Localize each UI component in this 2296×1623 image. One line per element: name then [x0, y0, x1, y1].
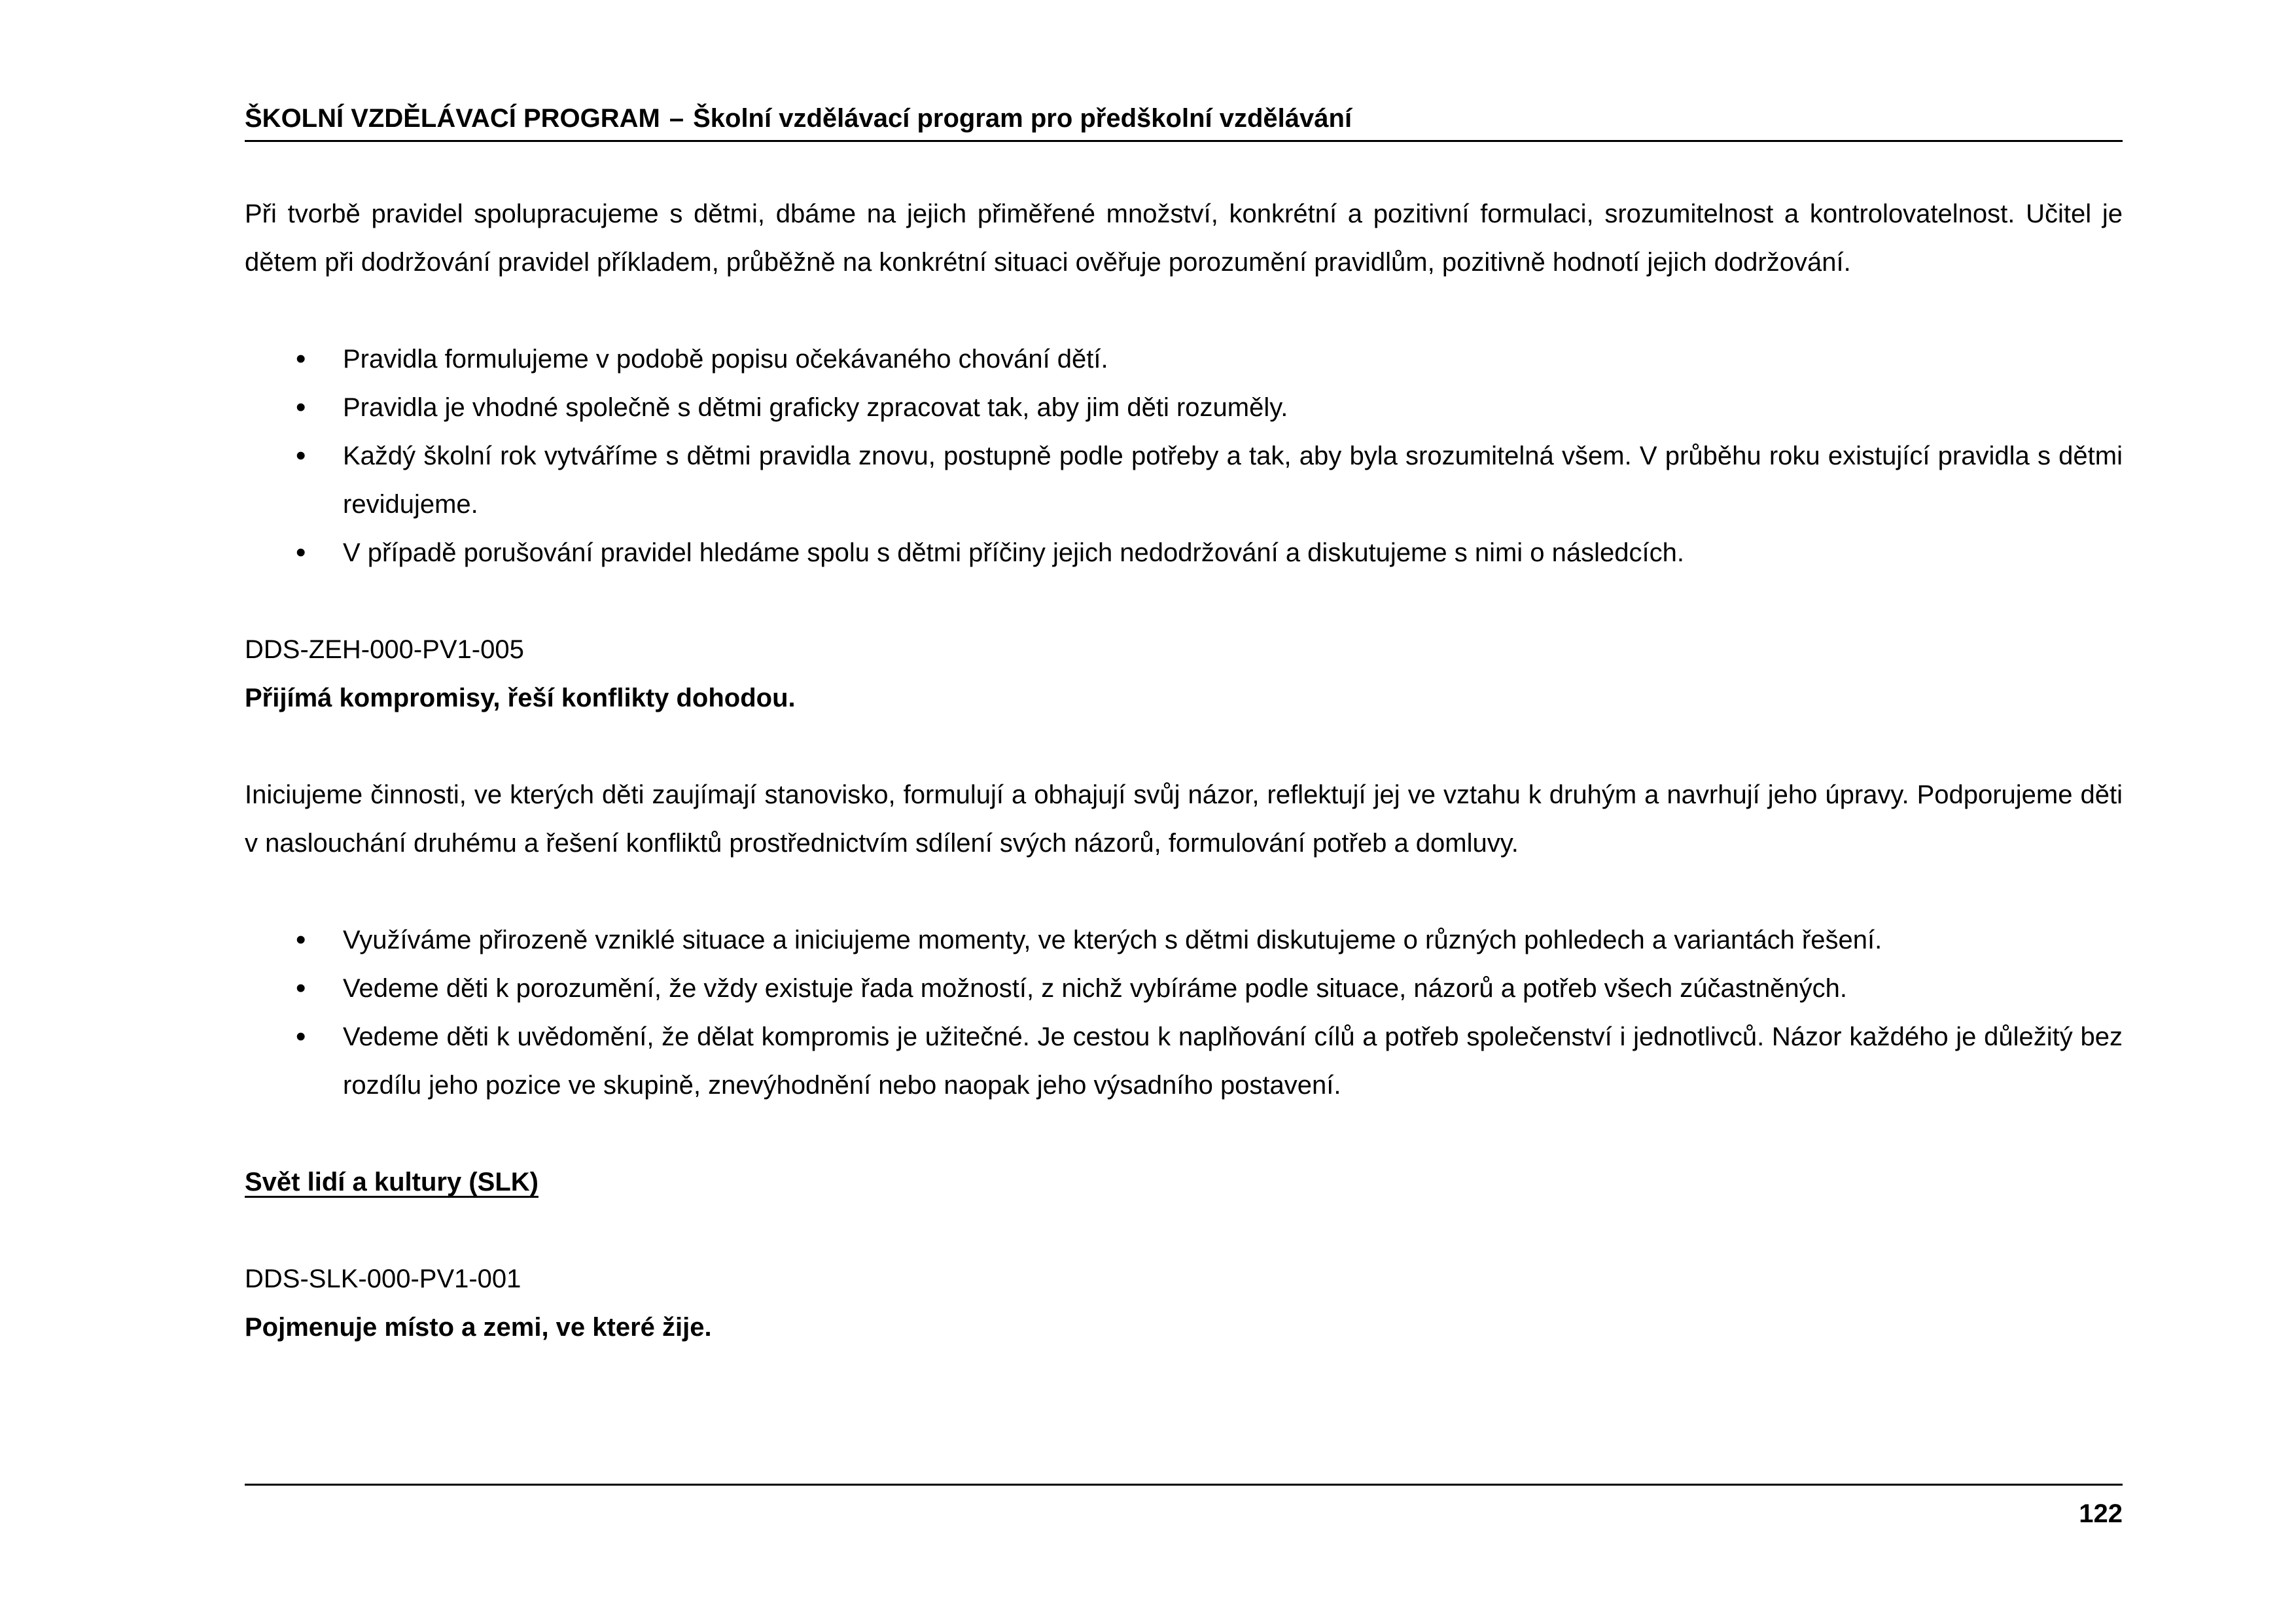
page-number: 122 — [2079, 1499, 2123, 1528]
list-item — [245, 964, 2123, 1013]
rules-bullet-list — [245, 335, 2123, 577]
spacer — [245, 867, 2123, 916]
list-item-text: Vedeme děti k porozumění, že vždy existuje řada možností, z nichž vybíráme podle situace, názorů a potřeb všech zúčastněných. — [343, 974, 1847, 1003]
section-heading: Svět lidí a kultury (SLK) — [245, 1168, 539, 1196]
list-item — [245, 916, 2123, 964]
outcome-code: DDS-SLK-000-PV1-001 — [245, 1265, 521, 1293]
list-item — [245, 383, 2123, 432]
list-item-text: Pravidla je vhodné společně s dětmi graficky zpracovat tak, aby jim děti rozuměly. — [343, 393, 1288, 422]
spacer — [245, 722, 2123, 771]
bullet-icon: • — [296, 343, 306, 375]
intro-paragraph: Při tvorbě pravidel spolupracujeme s dětmi, dbáme na jejich přiměřené množství, konkrétní a pozitivní formulaci, srozumitelnost a kontrolovatelnost. Učitel je dětem při dodržování pravidel příkladem, průběžně na konkrétní situaci ověřuje porozumění pravidlům, pozitivně hodnotí jejich dodržování. — [245, 200, 2123, 277]
outcome-paragraph: Iniciujeme činnosti, ve kterých děti zaujímají stanovisko, formulují a obhajují svůj názor, reflektují jej ve vztahu k druhým a navrhují jeho úpravy. Podporujeme děti v naslouchání druhému a řešení konfliktů prostřednictvím sdílení svých názorů, formulování potřeb a domluvy. — [245, 780, 2123, 858]
bullet-icon: • — [296, 924, 306, 956]
list-item — [245, 335, 2123, 383]
list-item-text: Pravidla formulujeme v podobě popisu očekávaného chování dětí. — [343, 345, 1108, 374]
compromise-bullet-list — [245, 916, 2123, 1109]
header-program-label: ŠKOLNÍ VZDĚLÁVACÍ PROGRAM — [245, 104, 660, 133]
list-item — [245, 529, 2123, 577]
page-footer — [245, 1484, 2123, 1528]
bullet-icon: • — [296, 440, 306, 472]
page-header — [245, 99, 2123, 142]
spacer — [245, 1206, 2123, 1255]
list-item — [245, 432, 2123, 529]
bullet-icon: • — [296, 391, 306, 423]
outcome-heading: Přijímá kompromisy, řeší konflikty dohodou. — [245, 684, 796, 712]
outcome-heading: Pojmenuje místo a zemi, ve které žije. — [245, 1313, 712, 1342]
bullet-icon: • — [296, 1021, 306, 1053]
spacer — [245, 1109, 2123, 1158]
list-item-text: V případě porušování pravidel hledáme spolu s dětmi příčiny jejich nedodržování a diskutujeme s nimi o následcích. — [343, 538, 1684, 567]
list-item-text: Vedeme děti k uvědomění, že dělat kompromis je užitečné. Je cestou k naplňování cílů a potřeb společenství i jednotlivců. Názor každého je důležitý bez rozdílu jeho pozice ve skupině, znevýhodnění nebo naopak jeho výsadního postavení. — [343, 1022, 2123, 1100]
header-dash: – — [669, 104, 684, 133]
list-item-text: Využíváme přirozeně vzniklé situace a iniciujeme momenty, ve kterých s dětmi diskutujeme o různých pohledech a variantách řešení. — [343, 926, 1882, 954]
page-content — [245, 190, 2123, 1352]
list-item — [245, 1013, 2123, 1109]
spacer — [245, 577, 2123, 625]
bullet-icon: • — [296, 536, 306, 568]
outcome-code: DDS-ZEH-000-PV1-005 — [245, 635, 524, 664]
spacer — [245, 287, 2123, 335]
bullet-icon: • — [296, 972, 306, 1004]
header-title: Školní vzdělávací program pro předškolní vzdělávání — [693, 104, 1352, 133]
list-item-text: Každý školní rok vytváříme s dětmi pravidla znovu, postupně podle potřeby a tak, aby byla srozumitelná všem. V průběhu roku existující pravidla s dětmi revidujeme. — [343, 442, 2123, 519]
